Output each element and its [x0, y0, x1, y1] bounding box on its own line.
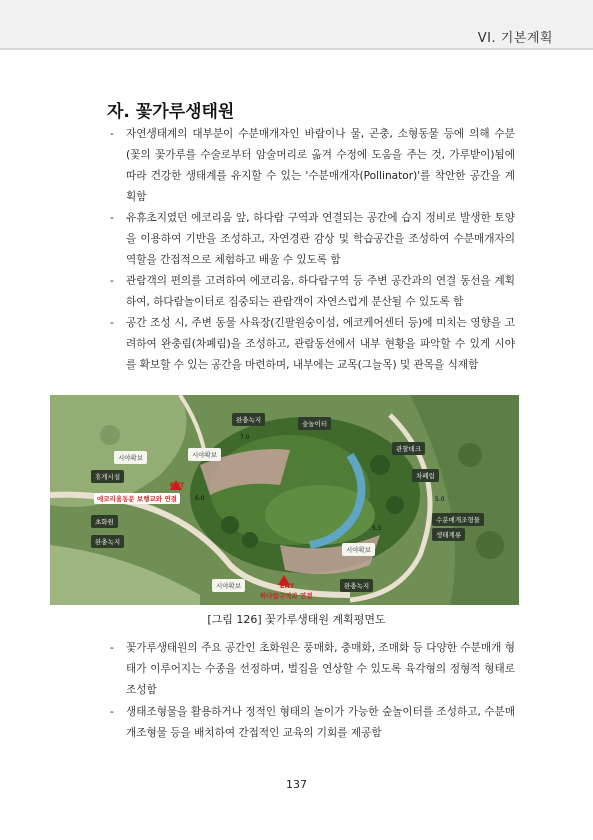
label-pollinator-sculpture: 수분매개조형물: [432, 513, 484, 526]
paragraph-text: 관람객의 편의를 고려하여 에코리움, 하다람구역 등 주변 공간과의 연결 동선을 계획하여, 하다람놀이터로 집중되는 관람객이 자연스럽게 분산될 수 있도록 함: [126, 275, 515, 308]
bullet-dash: -: [110, 275, 114, 287]
label-entrance-left-note: 에코리움동문 보행교와 연결: [94, 493, 180, 504]
paragraph-text: 유휴초지였던 에코리움 앞, 하다람 구역과 연결되는 공간에 습지 정비로 발생한 토양을 이용하여 기반을 조성하고, 자연경관 감상 및 학습공간을 조성하여 수분매개자의 역할을 간접적으로 체험하고 배울 수 있도록 함: [126, 212, 515, 266]
paragraph-3: [110, 271, 515, 313]
label-viewpoint-1: 시야확보: [188, 448, 221, 461]
site-plan-figure: [50, 395, 519, 605]
paragraph-text: 생태조형물을 활용하거나 정적인 형태의 놀이가 가능한 숲놀이터를 조성하고, 수분매개조형물 등을 배치하여 간접적인 교육의 기회를 제공함: [126, 706, 515, 739]
paragraph-1: [110, 124, 515, 208]
label-buffer-forest-bottom: 완충녹지: [340, 579, 373, 592]
label-rest-facility: 휴게시설: [91, 470, 124, 483]
label-viewpoint-4: 시야확보: [212, 579, 245, 592]
page-header: [0, 0, 593, 50]
paragraph-6: [110, 702, 515, 744]
label-viewpoint-3: 시야확보: [342, 543, 375, 556]
elevation-marker-3: 5.0: [435, 496, 445, 503]
label-viewpoint-2: 시야확보: [114, 451, 147, 464]
label-entrance-bottom: ENT: [280, 582, 295, 590]
paragraph-5: [110, 638, 515, 701]
elevation-marker-4: 5.5: [372, 525, 382, 532]
bullet-dash: -: [110, 317, 114, 329]
elevation-marker-1: 7.0: [240, 434, 250, 441]
header-divider: [0, 48, 593, 50]
paragraph-text: 공간 조성 시, 주변 동물 사육장(긴팔원숭이섬, 에코케어센터 등)에 미치는 영향을 고려하여 완충림(차폐림)을 조성하고, 관람동선에서 내부 현황을 파악할 수 있게 시야를 확보할 수 있는 공간을 마련하며, 내부에는 교목(그늘목) 및 관목을 식재함: [126, 317, 515, 371]
chapter-title: VI. 기본계획: [477, 31, 553, 46]
label-screen-forest: 차폐림: [412, 469, 439, 482]
paragraph-2: [110, 208, 515, 271]
paragraph-4: [110, 313, 515, 376]
bullet-dash: -: [110, 212, 114, 224]
label-observation-deck: 관찰데크: [392, 442, 425, 455]
bullet-dash: -: [110, 642, 114, 654]
paragraph-text: 자연생태계의 대부분이 수분매개자인 바람이나 물, 곤충, 소형동물 등에 의해 수분(꽃의 꽃가루를 수술로부터 암술머리로 옮겨 수정에 도움을 주는 것, 가루받이)됨에 따라 건강한 생태계를 유지할 수 있는 '수분매개자(Pollinator)'를 착안한 공간을 계획함: [126, 128, 515, 203]
label-ecological-stream: 생태계류: [432, 528, 465, 541]
label-entrance-left: ENT: [170, 481, 185, 489]
paragraph-text: 꽃가루생태원의 주요 공간인 초화원은 풍매화, 충매화, 조매화 등 다양한 수분매개 형태가 이루어지는 수종을 선정하며, 벌집을 연상할 수 있도록 육각형의 정형적 형태로 조성함: [126, 642, 515, 696]
label-buffer-forest-top: 완충녹지: [232, 413, 265, 426]
label-forest-playground: 숲놀이터: [298, 417, 331, 430]
label-entrance-bottom-note: 하다람구역과 연결: [260, 592, 313, 600]
section-title: 자. 꽃가루생태원: [107, 102, 235, 122]
elevation-marker-2: 6.0: [195, 495, 205, 502]
label-buffer-forest-left: 완충녹지: [91, 535, 124, 548]
bullet-dash: -: [110, 706, 114, 718]
page-number: 137: [286, 778, 307, 791]
bullet-dash: -: [110, 128, 114, 140]
figure-caption: [그림 126] 꽃가루생태원 계획평면도: [207, 613, 386, 626]
label-flower-garden: 초화원: [91, 515, 118, 528]
